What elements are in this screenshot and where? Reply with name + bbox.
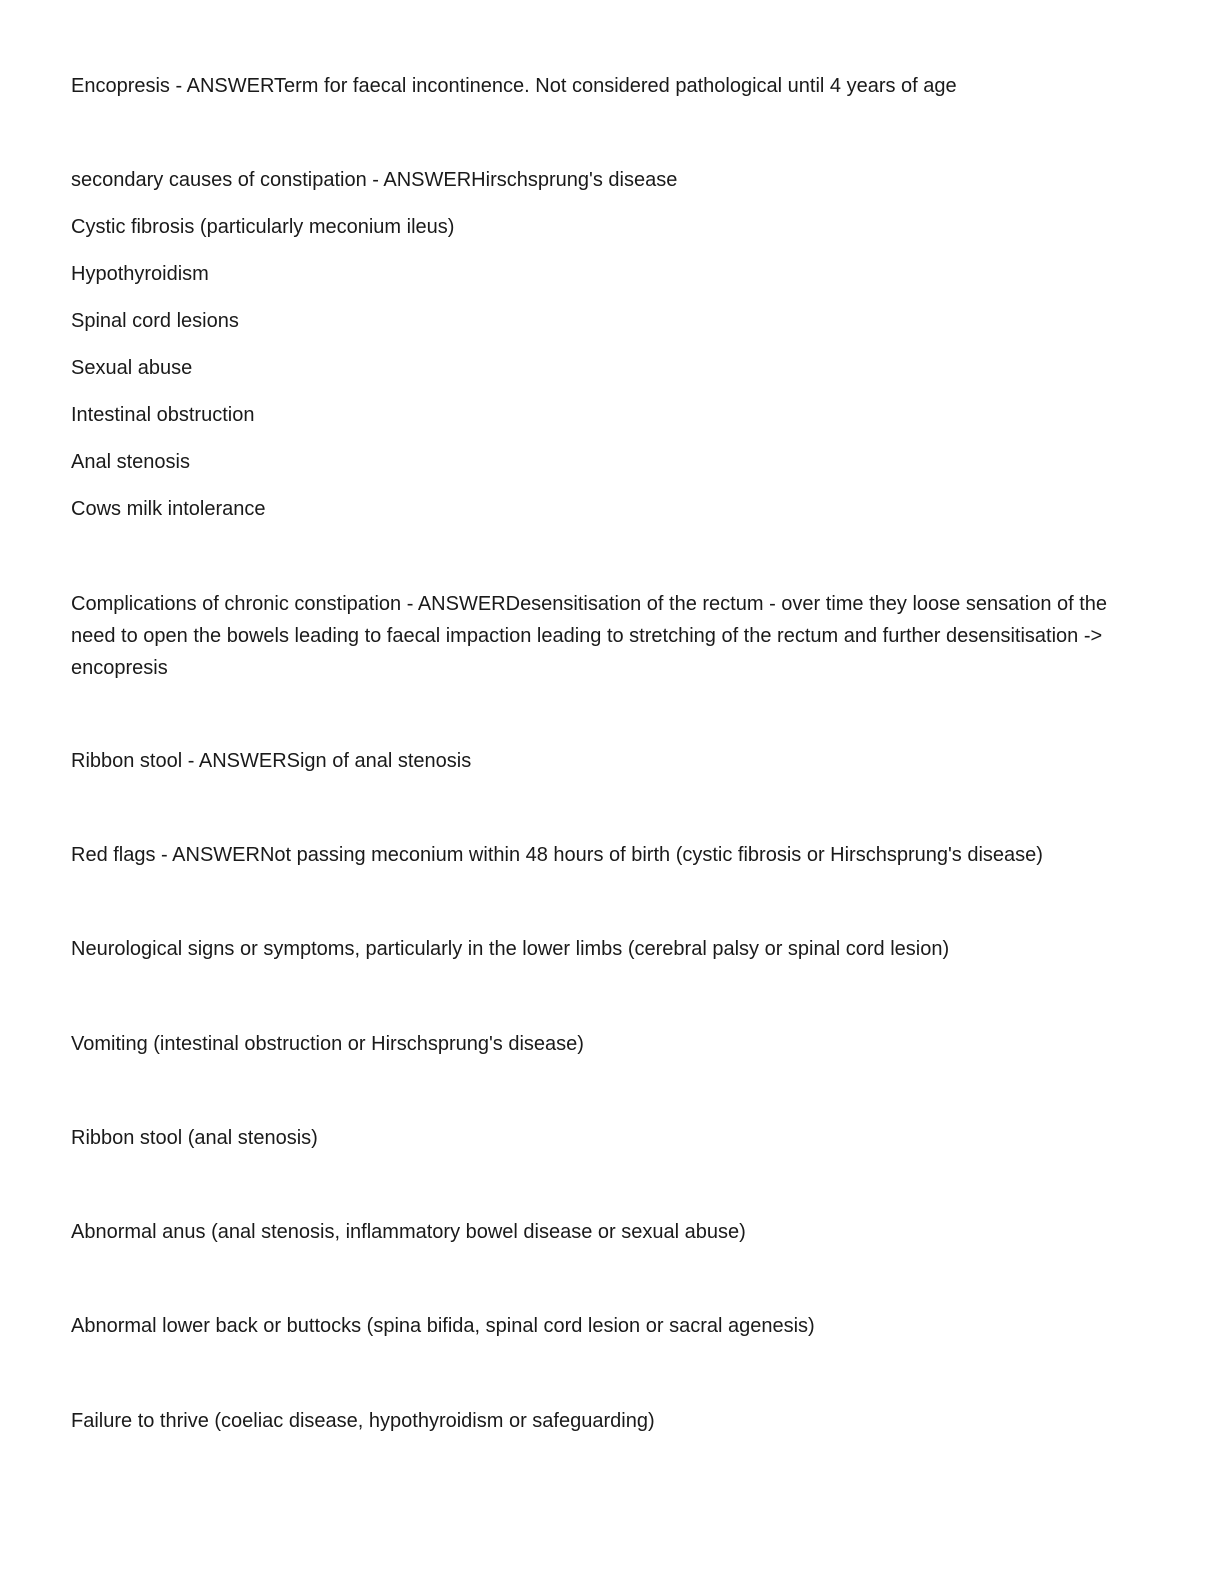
text-line-neurological-signs: Neurological signs or symptoms, particularly in the lower limbs (cerebral palsy or spinal cord lesion) [71, 938, 950, 960]
text-line-abnormal-lower-back: Abnormal lower back or buttocks (spina bifida, spinal cord lesion or sacral agenesis) [71, 1315, 815, 1337]
text-line-hypothyroidism: Hypothyroidism [71, 263, 209, 285]
text-line-cystic-fibrosis: Cystic fibrosis (particularly meconium ileus) [71, 216, 455, 238]
text-line-anal-stenosis: Anal stenosis [71, 451, 190, 473]
text-line-ribbon-stool-sign: Ribbon stool - ANSWERSign of anal stenosis [71, 750, 472, 772]
text-line-abnormal-anus: Abnormal anus (anal stenosis, inflammatory bowel disease or sexual abuse) [71, 1221, 746, 1243]
text-line-ribbon-stool: Ribbon stool (anal stenosis) [71, 1127, 318, 1149]
text-line-cows-milk: Cows milk intolerance [71, 498, 266, 520]
text-line-secondary-causes: secondary causes of constipation - ANSWERHirschsprung's disease [71, 169, 678, 191]
text-line-vomiting: Vomiting (intestinal obstruction or Hirschsprung's disease) [71, 1033, 584, 1055]
text-paragraph-complications: Complications of chronic constipation - ANSWERDesensitisation of the rectum - over time they loose sensation of the need to open the bowels leading to faecal impaction leading to stretching of the rectum and further desensitisation -> encopresis [71, 593, 1108, 679]
text-line-sexual-abuse: Sexual abuse [71, 357, 193, 379]
text-line-spinal-cord-lesions: Spinal cord lesions [71, 310, 239, 332]
text-line-encopresis: Encopresis - ANSWERTerm for faecal incontinence. Not considered pathological until 4 years of age [71, 75, 957, 97]
text-line-red-flags: Red flags - ANSWERNot passing meconium within 48 hours of birth (cystic fibrosis or Hirschsprung's disease) [71, 844, 1043, 866]
text-line-failure-to-thrive: Failure to thrive (coeliac disease, hypothyroidism or safeguarding) [71, 1410, 655, 1432]
text-line-intestinal-obstruction: Intestinal obstruction [71, 404, 255, 426]
